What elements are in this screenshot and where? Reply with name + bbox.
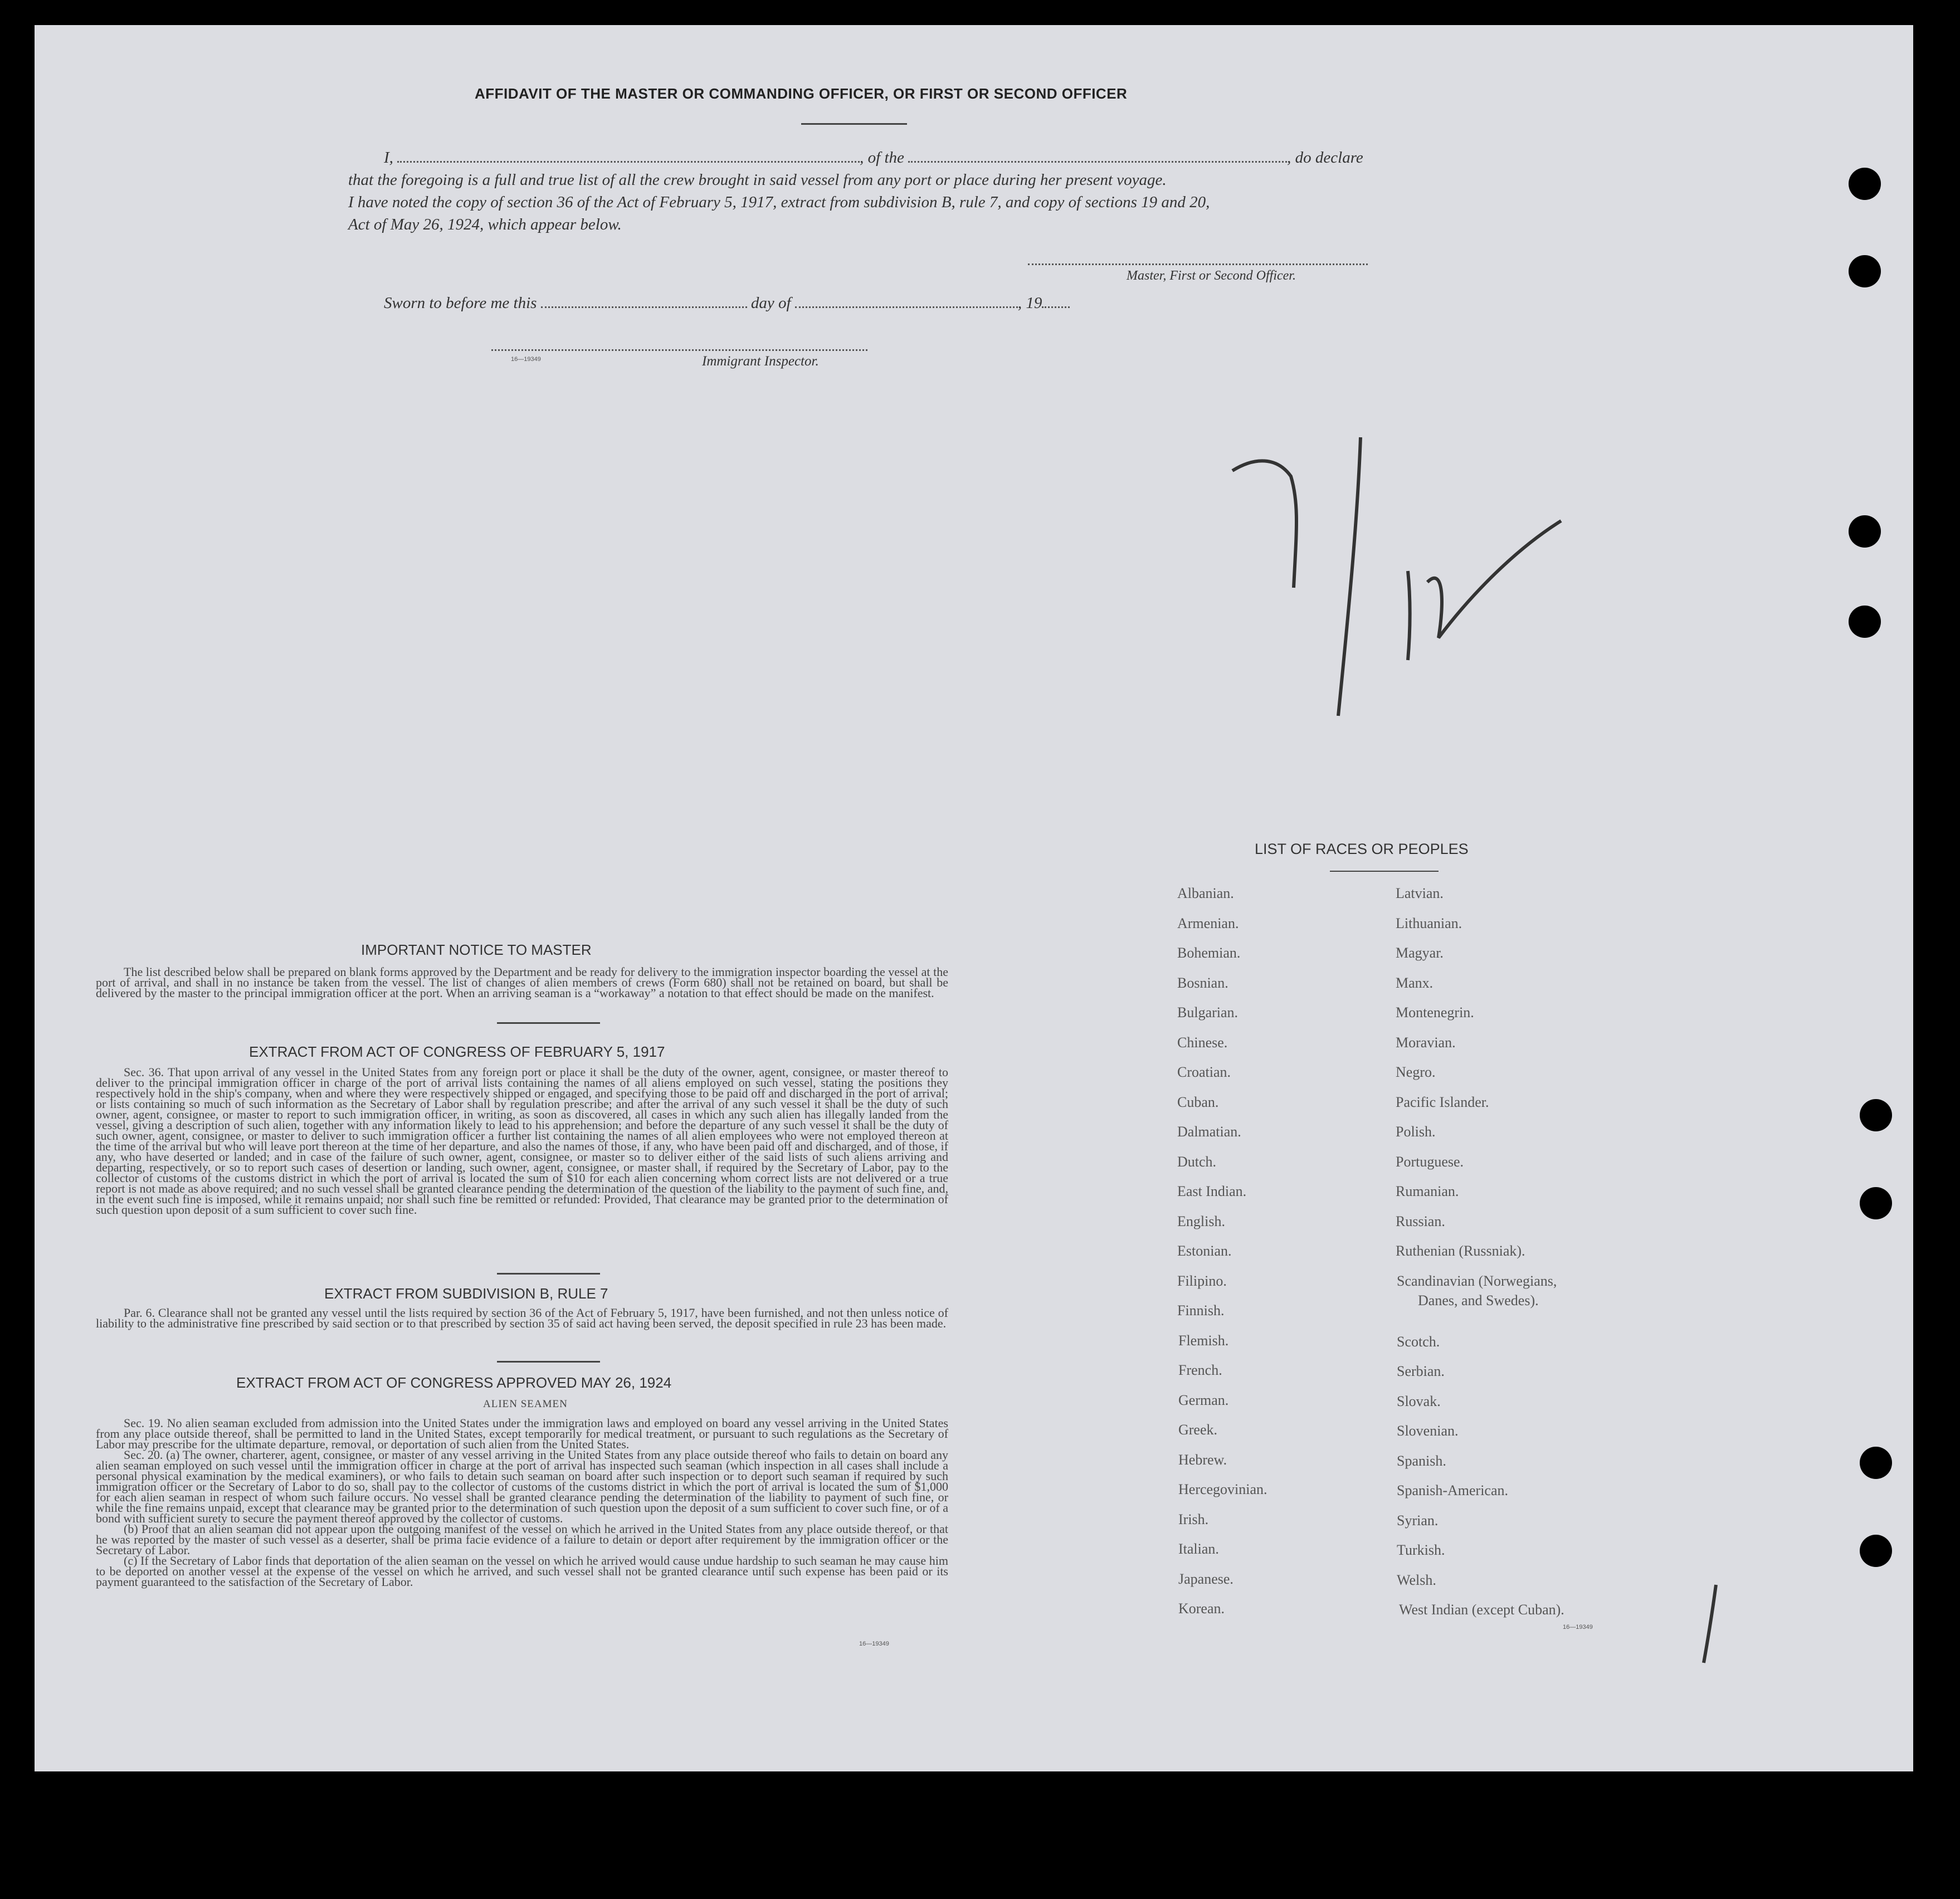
race-left-25: Korean. (1178, 1600, 1225, 1617)
rule-7-text (96, 1307, 948, 1329)
race-left-3: Bohemian. (1177, 945, 1241, 961)
race-right-15: Danes, and Swedes). (1418, 1292, 1539, 1309)
race-left-5: Bulgarian. (1177, 1004, 1239, 1021)
race-left-10: Dutch. (1177, 1154, 1217, 1170)
extract-1924-text (96, 1418, 948, 1587)
binder-hole-5 (1860, 1099, 1892, 1131)
race-right-7: Negro. (1396, 1064, 1436, 1080)
binder-hole-3 (1849, 515, 1881, 548)
affidavit-title: AFFIDAVIT OF THE MASTER OR COMMANDING OFFICER, OR FIRST OR SECOND OFFICER (475, 85, 1128, 102)
affidavit-vessel-blank (908, 161, 1287, 163)
binder-hole-7 (1860, 1447, 1892, 1479)
binder-hole-8 (1860, 1535, 1892, 1567)
race-right-13: Ruthenian (Russniak). (1396, 1243, 1525, 1259)
race-left-12: English. (1177, 1213, 1225, 1229)
races-title: LIST OF RACES OR PEOPLES (1255, 841, 1469, 857)
race-right-4: Manx. (1396, 975, 1434, 991)
notice-rule (497, 1022, 600, 1024)
race-left-14: Filipino. (1177, 1273, 1227, 1289)
race-right-6: Moravian. (1396, 1034, 1456, 1051)
race-right-19: Slovenian. (1397, 1423, 1459, 1439)
race-left-22: Irish. (1178, 1511, 1209, 1527)
race-left-19: Greek. (1178, 1422, 1218, 1438)
rule-7-title: EXTRACT FROM SUBDIVISION B, RULE 7 (324, 1285, 608, 1302)
race-right-2: Lithuanian. (1396, 915, 1462, 931)
section-36-paragraph: Sec. 36. That upon arrival of any vessel in the United States from any foreign port or place it shall be the duty of the owner, agent, consignee, or master thereof to deliver to the principal immigration officer in charge of the port of arrival lists containing the names of all aliens employed on such vessel, stating the positions they respectively hold in the ship's company, when and where they were respectively shipped or engaged, and specifying those to be paid off and discharged in the port of arrival; or lists containing so much of such information as the Secretary of Labor shall by regulation prescribe; and after the arrival of any such vessel it shall be the duty of such owner, agent, consignee, or master to report to such immigration officer, in writing, as soon as discovered, all cases in which any such alien has illegally landed from the vessel, giving a description of such alien, together with any information likely to lead to his apprehension; and before the departure of any such vessel it shall be the duty of such owner, agent, consignee, or master to deliver to such immigration officer a further list containing the names of all alien employees who were not employed thereon at the time of the arrival but who will leave port thereon at the time of her departure, and also the names of those, if any, who have been paid off and discharged, and of those, if any, who have deserted or landed; and in case of the failure of such owner, agent, consignee, or master so to deliver either of the said lists of such aliens arriving and departing, respectively, or so to report such cases of desertion or landing, such owner, agent, consignee, or master shall, if required by the Secretary of Labor, pay to the collector of customs of the customs district in which the port of arrival is located the sum of $10 for each alien concerning whom correct lists are not delivered or a true report is not made as above required; and no such vessel shall be granted clearance pending the determination of the question of the liability to the payment of such fine, and, in the event such fine is imposed, while it remains unpaid; nor shall such fine be remitted or refunded: Provided, That clearance may be granted prior to the determination of such question upon deposit of a sum sufficient to cover such fine. (96, 1065, 948, 1217)
notice-paragraph: The list described below shall be prepared on blank forms approved by the Department and be ready for delivery to the immigration inspector boarding the vessel at the port of arrival, and shall in no instance be taken from the vessel. The list of changes of alien members of crews (Form 680) shall not be retained on board, but shall be delivered by the master to the principal immigration officer at the port. When an arriving seaman is a “workaway” a notation to that effect should be made on the manifest. (96, 965, 948, 1000)
race-right-14: Scandinavian (Norwegians, (1397, 1273, 1557, 1289)
race-left-13: Estonian. (1177, 1243, 1232, 1259)
race-left-16: Flemish. (1178, 1332, 1229, 1349)
section-20a-paragraph: Sec. 20. (a) The owner, charterer, agent, consignee, or master of any vessel arriving in the United States from any place outside thereof who fails to detain on board any alien seaman employed on such vessel until the immigration officer in charge at the port of arrival has inspected such seaman (which inspection in all cases shall include a personal physical examination by the medical examiners), or who fails to detain such seaman on board after such inspection or to deport such seaman if required by such immigration officer or the Secretary of Labor to do so, shall pay to the collector of customs of the customs district in which the port of arrival is located the sum of $1,000 for each alien seaman in respect of whom such failure occurs. No vessel shall be granted clearance pending the determination of the liability to payment of such fine, or while the fine remains unpaid, except that clearance may be granted prior to the determination of such question upon the deposit of a sum sufficient to cover such fine, or of a bond with sufficient surety to secure the payment thereof approved by the collector of customs. (96, 1448, 948, 1525)
rule-7-paragraph: Par. 6. Clearance shall not be granted any vessel until the lists required by section 36 of the Act of February 5, 1917, have been furnished, and not then unless notice of liability to the administrative fine prescribed by said section or to that prescribed by section 35 of said act having been served, the deposit specified in rule 23 has been made. (96, 1306, 948, 1330)
extract-1917-rule (497, 1273, 600, 1275)
affidavit-line1 (384, 149, 1425, 167)
race-left-20: Hebrew. (1178, 1452, 1227, 1468)
race-left-7: Croatian. (1177, 1064, 1231, 1080)
form-page (35, 25, 1913, 1771)
affidavit-title-rule (801, 123, 907, 125)
race-left-6: Chinese. (1177, 1034, 1228, 1051)
year-label: , 19 (1017, 294, 1042, 312)
race-right-21: Spanish-American. (1397, 1482, 1509, 1498)
race-left-1: Albanian. (1177, 885, 1234, 901)
affidavit-form-number: 16—19349 (511, 356, 541, 363)
race-right-23: Turkish. (1397, 1542, 1445, 1558)
race-right-9: Polish. (1396, 1124, 1436, 1140)
race-right-11: Rumanian. (1396, 1183, 1459, 1199)
extract-1917-title: EXTRACT FROM ACT OF CONGRESS OF FEBRUARY 5, 1917 (249, 1043, 665, 1060)
affidavit-line3: I have noted the copy of section 36 of the Act of February 5, 1917, extract from subdivision B, rule 7, and copy of sections 19 and 20, (348, 193, 1210, 211)
race-right-1: Latvian. (1396, 885, 1444, 901)
binder-hole-4 (1849, 606, 1881, 638)
day-of-label: day of (750, 294, 791, 312)
sworn-label: Sworn to before me this (384, 294, 537, 312)
race-right-16: Scotch. (1397, 1334, 1440, 1350)
binder-hole-1 (1849, 168, 1881, 200)
race-left-2: Armenian. (1177, 915, 1239, 931)
alien-seamen-subtitle: ALIEN SEAMEN (483, 1398, 568, 1410)
handwritten-page-mark (1700, 1582, 1723, 1666)
sworn-line (384, 294, 1070, 313)
race-right-3: Magyar. (1396, 945, 1444, 961)
race-left-24: Japanese. (1178, 1571, 1233, 1587)
race-left-17: French. (1178, 1362, 1222, 1378)
race-right-18: Slovak. (1397, 1393, 1441, 1409)
binder-hole-6 (1860, 1187, 1892, 1219)
race-right-24: Welsh. (1397, 1572, 1436, 1588)
race-left-8: Cuban. (1177, 1094, 1219, 1110)
race-right-5: Montenegrin. (1396, 1004, 1474, 1021)
race-left-9: Dalmatian. (1177, 1124, 1241, 1140)
notice-text (96, 966, 948, 998)
section-20b-paragraph: (b) Proof that an alien seaman did not appear upon the outgoing manifest of the vessel on which he arrived in the United States from any place outside thereof, or that he was reported by the master of such vessel as a deserter, shall be prima facie evidence of a failure to detain or deport after requirement by the immigration officer or the Secretary of Labor. (96, 1522, 948, 1557)
affidavit-line2: that the foregoing is a full and true list of all the crew brought in said vessel from any port or place during her present voyage. (348, 171, 1167, 189)
races-form-number: 16—19349 (1563, 1624, 1593, 1630)
race-right-22: Syrian. (1397, 1512, 1439, 1529)
race-right-20: Spanish. (1397, 1453, 1446, 1469)
sworn-year-blank (1042, 306, 1070, 308)
rule-7-rule (497, 1361, 600, 1363)
affidavit-declare-label: , do declare (1287, 149, 1363, 167)
race-right-10: Portuguese. (1396, 1154, 1464, 1170)
race-left-18: German. (1178, 1392, 1229, 1408)
binder-hole-2 (1849, 255, 1881, 287)
section-20c-paragraph: (c) If the Secretary of Labor finds that deportation of the alien seaman on the vessel on which he arrived would cause undue hardship to such seaman he may cause him to be deported on another vessel at the expense of the vessel on which he arrived, and such vessel shall not be granted clearance until such expense has been paid or its payment guaranteed to the satisfaction of the Secretary of Labor. (96, 1554, 948, 1589)
race-left-11: East Indian. (1177, 1183, 1247, 1199)
extract-1924-title: EXTRACT FROM ACT OF CONGRESS APPROVED MAY 26, 1924 (236, 1374, 672, 1391)
affidavit-line4: Act of May 26, 1924, which appear below. (348, 216, 622, 233)
notice-title: IMPORTANT NOTICE TO MASTER (361, 941, 592, 958)
handwritten-date-mark (1182, 404, 1583, 738)
race-right-12: Russian. (1396, 1213, 1445, 1229)
sworn-day-blank (541, 306, 747, 308)
race-right-25: West Indian (except Cuban). (1399, 1602, 1564, 1618)
extract-1924-form-number: 16—19349 (859, 1641, 889, 1647)
master-signature-line (1028, 263, 1368, 265)
race-right-8: Pacific Islander. (1396, 1094, 1489, 1110)
section-19-paragraph: Sec. 19. No alien seaman excluded from admission into the United States under the immigration laws and employed on board any vessel arriving in the United States from any place outside thereof, shall be permitted to land in the United States, except temporarily for medical treatment, or pursuant to such regulations as the Secretary of Labor may prescribe for the ultimate departure, removal, or deportation of such alien from the United States. (96, 1416, 948, 1451)
race-left-23: Italian. (1178, 1541, 1219, 1557)
race-left-21: Hercegovinian. (1178, 1481, 1267, 1497)
race-left-15: Finnish. (1177, 1302, 1225, 1319)
affidavit-of-the-label: , of the (860, 149, 904, 167)
affidavit-name-blank (397, 161, 860, 163)
race-right-17: Serbian. (1397, 1363, 1445, 1379)
race-left-4: Bosnian. (1177, 975, 1228, 991)
sworn-month-blank (795, 306, 1018, 308)
affidavit-i-label: I, (384, 149, 393, 167)
master-signature-caption: Master, First or Second Officer. (1127, 269, 1296, 283)
inspector-signature-line (491, 349, 867, 351)
races-title-rule (1330, 871, 1439, 872)
inspector-caption: Immigrant Inspector. (702, 354, 819, 369)
extract-1917-text (96, 1067, 948, 1215)
